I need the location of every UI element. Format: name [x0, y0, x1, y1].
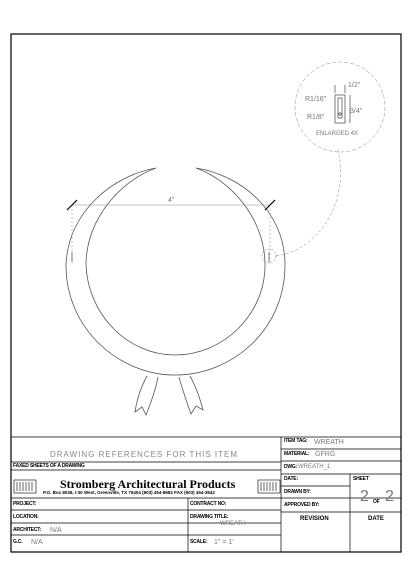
date-label: DATE:	[284, 476, 298, 482]
company-logo-right	[258, 480, 280, 493]
scale-value: 1" = 1'	[214, 539, 234, 546]
detail-keyhole	[335, 85, 350, 123]
detail-dim-three-quarter: 3/4"	[350, 108, 363, 115]
material-value: GFRG	[315, 451, 336, 458]
detail-caption: ENLARGED 4X	[316, 131, 359, 137]
scale-label: SCALE:	[190, 539, 208, 545]
gc-label: G.C.	[13, 539, 23, 545]
detail-radius-1-8: R1/8"	[307, 114, 325, 121]
hanger-marks	[72, 252, 269, 262]
dwg-label: DWG:	[284, 464, 298, 470]
detail-radius-1-16: R1/16"	[305, 96, 327, 103]
material-label: MATERIAL:	[284, 451, 310, 457]
sheet-label: SHEET	[353, 476, 369, 482]
drawing-title-value: WREATH	[220, 521, 246, 527]
width-dimension-label: 4"	[168, 197, 175, 204]
sheet-total: 2	[385, 488, 394, 505]
ribbon-right	[179, 376, 203, 414]
approved-by-label: APPROVED BY:	[284, 502, 320, 508]
project-label: PROJECT:	[13, 501, 37, 507]
detail-leader-line	[276, 150, 341, 256]
width-dimension-line	[67, 200, 275, 265]
detail-enlarged-circle	[295, 62, 385, 152]
gc-value: N/A	[31, 539, 43, 546]
drawing-title-label: DRAWING TITLE:	[190, 514, 229, 520]
revision-header: REVISION	[300, 516, 329, 522]
contract-label: CONTRACT NO:	[190, 501, 227, 507]
detail-dim-half: 1/2"	[348, 82, 361, 89]
item-tag-label: ITEM TAG:	[284, 438, 308, 444]
architect-label: ARCHITECT:	[13, 527, 41, 533]
sheet-number: 2	[360, 488, 369, 505]
company-address: P.O. Box 8036, I-30 West, Greenville, TX 75404 (903) 454-8682 FAX (903) 454-3642	[43, 490, 215, 495]
architect-value: N/A	[50, 527, 62, 534]
wreath-outline	[66, 168, 285, 375]
revision-date-header: DATE	[368, 516, 384, 522]
item-tag-value: WREATH	[314, 439, 344, 446]
faxed-sheets-label: FAXED SHEETS OF A DRAWING	[13, 463, 85, 469]
dwg-value: WREATH_1	[298, 464, 331, 470]
company-logo-left	[14, 480, 36, 493]
references-title: DRAWING REFERENCES FOR THIS ITEM	[50, 450, 239, 459]
company-name: Stromberg Architectural Products	[60, 477, 236, 491]
location-label: LOCATION:	[13, 514, 39, 520]
sheet-of: OF	[373, 499, 380, 505]
ribbon-left	[135, 376, 158, 415]
drawn-by-label: DRAWN BY:	[284, 489, 311, 495]
